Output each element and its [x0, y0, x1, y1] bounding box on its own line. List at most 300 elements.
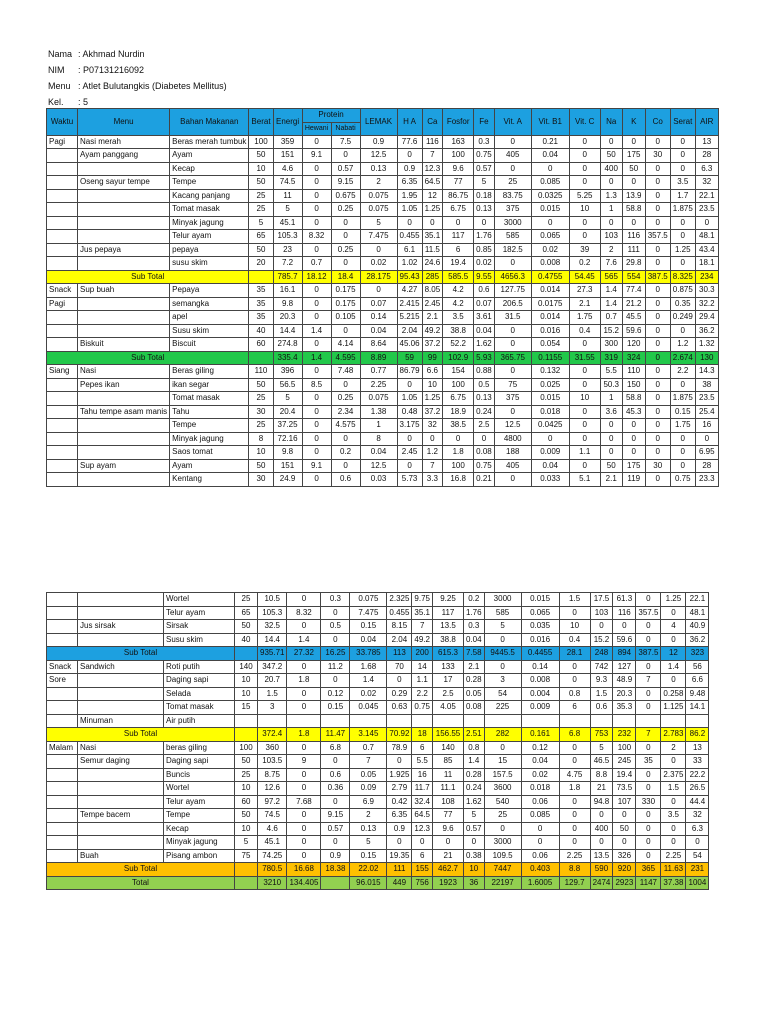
cell-value: 35.3 — [613, 701, 636, 715]
cell-value: 2.25 — [360, 378, 397, 392]
cell-value: 0 — [645, 419, 670, 433]
subtotal-value: 8.325 — [670, 270, 695, 284]
cell-value: 9.6 — [443, 162, 474, 176]
cell-value: 21 — [433, 849, 464, 863]
cell-value: 50 — [249, 243, 273, 257]
subtotal-value: 200 — [412, 647, 433, 661]
cell-value: 50 — [249, 378, 273, 392]
subtotal-label: Sub Total — [47, 351, 249, 365]
cell-value: 0 — [559, 822, 590, 836]
table-row — [47, 419, 719, 433]
cell-value: 45.3 — [622, 405, 645, 419]
cell-waktu — [47, 782, 78, 796]
cell-value: 0 — [636, 687, 661, 701]
cell-value: 0.02 — [531, 243, 569, 257]
cell-value: 0 — [686, 836, 709, 850]
cell-value: 5.215 — [397, 311, 422, 325]
cell-value: 110 — [249, 365, 273, 379]
cell-value: 5 — [350, 836, 387, 850]
cell-value: 56.5 — [273, 378, 302, 392]
col-energi: Energi — [273, 109, 302, 136]
cell-value: 0 — [600, 176, 622, 190]
cell-value: 77.6 — [397, 135, 422, 149]
cell-value: 0.75 — [474, 459, 495, 473]
cell-value: 0.0175 — [531, 297, 569, 311]
subtotal-value: 387.5 — [636, 647, 661, 661]
cell-value: 0 — [661, 606, 686, 620]
cell-value: 5.25 — [569, 189, 600, 203]
cell-menu: Tahu tempe asam manis — [78, 405, 170, 419]
cell-value: 109.5 — [484, 849, 521, 863]
cell-value: 7.475 — [350, 606, 387, 620]
cell-value: 23.5 — [695, 203, 718, 217]
cell-waktu — [47, 473, 78, 487]
table-row — [47, 189, 719, 203]
cell-menu — [78, 203, 170, 217]
cell-value: 0.42 — [387, 795, 412, 809]
subtotal-label: Sub Total — [47, 647, 235, 661]
cell-value: 1.2 — [422, 446, 443, 460]
cell-value: 0 — [302, 297, 331, 311]
cell-value: 0 — [559, 755, 590, 769]
table-row — [47, 365, 719, 379]
cell-value: 10 — [559, 620, 590, 634]
cell-menu: Buah — [78, 849, 164, 863]
cell-value: 10 — [235, 782, 258, 796]
cell-value: 245 — [613, 755, 636, 769]
cell-value: 5 — [464, 809, 485, 823]
cell-menu — [78, 674, 164, 688]
cell-value: 0.77 — [360, 365, 397, 379]
cell-menu — [78, 782, 164, 796]
subtotal-value: 18 — [412, 728, 433, 742]
cell-value: 1.05 — [397, 392, 422, 406]
cell-value: 0.008 — [521, 674, 559, 688]
cell-value: 5 — [360, 216, 397, 230]
cell-value: 5 — [235, 836, 258, 850]
subtotal-value: 37.38 — [661, 876, 686, 890]
cell-value: 0.5 — [321, 620, 350, 634]
cell-menu — [78, 633, 164, 647]
table-row — [47, 687, 709, 701]
cell-value: 0 — [569, 378, 600, 392]
cell-bahan: Tomat masak — [170, 203, 249, 217]
cell-waktu — [47, 243, 78, 257]
cell-bahan: Daging sapi — [164, 755, 235, 769]
cell-value: 18.9 — [443, 405, 474, 419]
cell-value: 0 — [670, 162, 695, 176]
subtotal-value: 1.6005 — [521, 876, 559, 890]
subtotal-value: 585.5 — [443, 270, 474, 284]
cell-value: 22.1 — [695, 189, 718, 203]
subtotal-value: 365.75 — [494, 351, 531, 365]
subtotal-value: 3210 — [258, 876, 287, 890]
subtotal-value: 11.47 — [321, 728, 350, 742]
cell-value: 49.2 — [422, 324, 443, 338]
subtotal-value: 365 — [636, 863, 661, 877]
cell-value: 9.8 — [273, 297, 302, 311]
cell-value: 188 — [494, 446, 531, 460]
cell-value: 0.04 — [360, 446, 397, 460]
cell-value: 1.4 — [600, 297, 622, 311]
cell-value: 0.0325 — [531, 189, 569, 203]
cell-value: 1.875 — [670, 392, 695, 406]
cell-value: 4.14 — [331, 338, 360, 352]
subtotal-value: 449 — [387, 876, 412, 890]
cell-value: 1.25 — [422, 392, 443, 406]
cell-value: 0 — [636, 822, 661, 836]
cell-value: 0 — [494, 257, 531, 271]
cell-value: 0.05 — [464, 687, 485, 701]
cell-value: 225 — [484, 701, 521, 715]
cell-value: 6 — [412, 741, 433, 755]
cell-value: 0.085 — [521, 809, 559, 823]
col-ca: Ca — [422, 109, 443, 136]
subtotal-value: 2474 — [590, 876, 613, 890]
cell-value: 0 — [695, 216, 718, 230]
subtotal-value: 319 — [600, 351, 622, 365]
cell-bahan: Biscuit — [170, 338, 249, 352]
cell-menu — [78, 687, 164, 701]
cell-value: 0.015 — [531, 203, 569, 217]
cell-value — [636, 714, 661, 728]
cell-menu — [78, 162, 170, 176]
cell-value: 2.5 — [433, 687, 464, 701]
subtotal-value: 11.63 — [661, 863, 686, 877]
cell-value: 0 — [484, 822, 521, 836]
cell-value: 10 — [249, 446, 273, 460]
subtotal-value: 615.3 — [433, 647, 464, 661]
cell-bahan: Saos tomat — [170, 446, 249, 460]
cell-value: 3600 — [484, 782, 521, 796]
cell-value: 2.25 — [661, 849, 686, 863]
cell-value: 0.02 — [360, 257, 397, 271]
cell-value: 0.12 — [521, 741, 559, 755]
cell-waktu: Pagi — [47, 297, 78, 311]
cell-value: 0.57 — [474, 162, 495, 176]
cell-value: 0.04 — [350, 633, 387, 647]
subtotal-value: 3.145 — [350, 728, 387, 742]
cell-value: 32.5 — [258, 620, 287, 634]
cell-value: 0 — [521, 822, 559, 836]
cell-value: 0.075 — [360, 189, 397, 203]
subtotal-value: 935.71 — [258, 647, 287, 661]
cell-value: 32 — [695, 176, 718, 190]
cell-value: 0 — [331, 324, 360, 338]
cell-waktu — [47, 849, 78, 863]
cell-value: 16 — [412, 768, 433, 782]
cell-bahan: Pepaya — [170, 284, 249, 298]
cell-value: 2.34 — [331, 405, 360, 419]
cell-value: 25.4 — [695, 405, 718, 419]
subtotal-value: 4.595 — [331, 351, 360, 365]
subtotal-value: 16.25 — [321, 647, 350, 661]
cell-value: 0.5 — [474, 378, 495, 392]
cell-value: 35 — [636, 755, 661, 769]
cell-value — [661, 714, 686, 728]
cell-value: 25 — [235, 593, 258, 607]
cell-menu: Jus pepaya — [78, 243, 170, 257]
cell-value: 6.9 — [350, 795, 387, 809]
subtotal-row — [47, 351, 719, 365]
cell-value: 0 — [302, 405, 331, 419]
cell-value: 12.5 — [494, 419, 531, 433]
cell-value: 0.455 — [397, 230, 422, 244]
cell-value: 25 — [249, 392, 273, 406]
cell-value: 0 — [670, 135, 695, 149]
cell-value: 0 — [412, 836, 433, 850]
cell-value: 77 — [433, 809, 464, 823]
cell-value: 61.3 — [613, 593, 636, 607]
cell-value: 0 — [559, 741, 590, 755]
cell-value: 5 — [484, 620, 521, 634]
cell-value: 77.4 — [622, 284, 645, 298]
cell-value: 0 — [569, 338, 600, 352]
cell-value: 405 — [494, 459, 531, 473]
cell-menu — [78, 392, 170, 406]
subtotal-row — [47, 647, 709, 661]
subtotal-value: 6.8 — [559, 728, 590, 742]
cell-value: 3000 — [484, 836, 521, 850]
cell-value: 326 — [613, 849, 636, 863]
cell-value: 0.75 — [412, 701, 433, 715]
cell-value: 0 — [645, 365, 670, 379]
cell-value: 100 — [443, 459, 474, 473]
subtotal-value: 18.38 — [321, 863, 350, 877]
cell-value: 0 — [287, 687, 321, 701]
subtotal-value: 1.4 — [302, 351, 331, 365]
cell-bahan: Daging sapi — [164, 674, 235, 688]
cell-value: 105.3 — [273, 230, 302, 244]
cell-value: 157.5 — [484, 768, 521, 782]
cell-value: 59.6 — [622, 324, 645, 338]
cell-value: 2 — [661, 741, 686, 755]
cell-value: 0 — [636, 741, 661, 755]
student-info — [48, 46, 227, 110]
cell-value: 33 — [686, 755, 709, 769]
cell-value: 0.014 — [531, 311, 569, 325]
cell-value: 0 — [287, 782, 321, 796]
cell-value: 45.1 — [273, 216, 302, 230]
cell-value: 35 — [249, 297, 273, 311]
cell-value: 0 — [670, 230, 695, 244]
cell-value: 1.4 — [302, 324, 331, 338]
cell-value: 0 — [569, 149, 600, 163]
cell-waktu: Snack — [47, 284, 78, 298]
cell-value: 0 — [645, 243, 670, 257]
subtotal-value: 7447 — [484, 863, 521, 877]
cell-value: 0 — [645, 378, 670, 392]
col-k: K — [622, 109, 645, 136]
table-row — [47, 284, 719, 298]
cell-value: 0 — [645, 338, 670, 352]
cell-value: 1.5 — [590, 687, 613, 701]
cell-value: 151 — [273, 459, 302, 473]
cell-value: 6.1 — [397, 243, 422, 257]
cell-value: 0.04 — [531, 149, 569, 163]
cell-waktu — [47, 230, 78, 244]
cell-value: 116 — [613, 606, 636, 620]
cell-value: 97.2 — [258, 795, 287, 809]
cell-value: 15.2 — [590, 633, 613, 647]
subtotal-label: Sub Total — [47, 728, 235, 742]
cell-value: 405 — [494, 149, 531, 163]
cell-value: 0.6 — [474, 284, 495, 298]
cell-value: 0 — [302, 284, 331, 298]
cell-menu — [78, 836, 164, 850]
cell-value: 78.9 — [387, 741, 412, 755]
cell-value: 6.35 — [397, 176, 422, 190]
cell-value: 0 — [484, 660, 521, 674]
cell-value: 0 — [590, 620, 613, 634]
cell-value: 0.7 — [350, 741, 387, 755]
cell-value: 0.8 — [559, 687, 590, 701]
cell-value: 0 — [636, 593, 661, 607]
subtotal-value: 16.68 — [287, 863, 321, 877]
cell-value: 0.9 — [321, 849, 350, 863]
cell-value: 274.8 — [273, 338, 302, 352]
subtotal-value — [235, 876, 258, 890]
cell-value: 0 — [494, 324, 531, 338]
cell-value: 4.27 — [397, 284, 422, 298]
cell-value: 0 — [622, 432, 645, 446]
cell-value — [559, 714, 590, 728]
cell-value: 0.05 — [350, 768, 387, 782]
cell-value: 60 — [249, 338, 273, 352]
col-hewani: Hewani — [302, 122, 331, 135]
cell-value: 10 — [249, 162, 273, 176]
cell-value: 0 — [569, 216, 600, 230]
cell-value: 9.8 — [273, 446, 302, 460]
cell-value: 0.14 — [360, 311, 397, 325]
cell-value: 38.8 — [443, 324, 474, 338]
cell-value: 0.15 — [350, 620, 387, 634]
cell-value: 6.95 — [695, 446, 718, 460]
cell-value: 2.325 — [387, 593, 412, 607]
cell-value: 26.5 — [686, 782, 709, 796]
cell-value: 12 — [422, 189, 443, 203]
cell-value: 9.25 — [433, 593, 464, 607]
cell-value: 0.13 — [350, 822, 387, 836]
subtotal-value: 2.51 — [464, 728, 485, 742]
subtotal-value: 130 — [695, 351, 718, 365]
cell-value: 2.2 — [412, 687, 433, 701]
cell-value: 12.3 — [422, 162, 443, 176]
cell-bahan: Beras merah tumbuk — [170, 135, 249, 149]
cell-value: 0 — [569, 419, 600, 433]
cell-value: 0.675 — [331, 189, 360, 203]
info-label: Kel. — [48, 97, 64, 107]
cell-value: 0 — [645, 405, 670, 419]
cell-menu: Pepes ikan — [78, 378, 170, 392]
cell-value: 74.25 — [258, 849, 287, 863]
cell-value — [686, 714, 709, 728]
table-row — [47, 633, 709, 647]
cell-value: 14.1 — [686, 701, 709, 715]
cell-value: 0 — [331, 230, 360, 244]
cell-value: 0 — [302, 473, 331, 487]
cell-value: 0.9 — [387, 822, 412, 836]
cell-value: 3.61 — [474, 311, 495, 325]
cell-value: 0 — [622, 216, 645, 230]
cell-value: 0.88 — [474, 365, 495, 379]
col-vita: Vit. A — [494, 109, 531, 136]
cell-value: 0.07 — [360, 297, 397, 311]
subtotal-value: 565 — [600, 270, 622, 284]
cell-value: 0 — [360, 243, 397, 257]
cell-bahan: Susu skim — [164, 633, 235, 647]
cell-value: 0 — [670, 149, 695, 163]
cell-menu — [78, 701, 164, 715]
subtotal-value: 10 — [464, 863, 485, 877]
cell-waktu — [47, 378, 78, 392]
cell-waktu — [47, 176, 78, 190]
cell-value: 13 — [686, 741, 709, 755]
subtotal-value: 1004 — [686, 876, 709, 890]
cell-value: 0.258 — [661, 687, 686, 701]
cell-value: 117 — [433, 606, 464, 620]
cell-value: 9.6 — [433, 822, 464, 836]
subtotal-value: 59 — [397, 351, 422, 365]
cell-value: 1.1 — [412, 674, 433, 688]
cell-value: 1.25 — [661, 593, 686, 607]
cell-waktu — [47, 687, 78, 701]
cell-value: 133 — [433, 660, 464, 674]
cell-value: 0.054 — [531, 338, 569, 352]
table-row — [47, 741, 709, 755]
cell-value: 0 — [645, 446, 670, 460]
cell-value: 1.875 — [670, 203, 695, 217]
cell-value: 0 — [484, 633, 521, 647]
cell-value: 0 — [613, 836, 636, 850]
cell-value: 0 — [600, 432, 622, 446]
cell-value: 32 — [686, 809, 709, 823]
cell-value: 38.8 — [433, 633, 464, 647]
cell-value: 0.57 — [331, 162, 360, 176]
cell-value: 0 — [302, 203, 331, 217]
cell-value: 0 — [661, 755, 686, 769]
subtotal-value: 27.32 — [287, 647, 321, 661]
cell-value: 0.033 — [531, 473, 569, 487]
cell-value: 20 — [249, 257, 273, 271]
cell-waktu — [47, 162, 78, 176]
cell-bahan: pepaya — [170, 243, 249, 257]
cell-value: 100 — [235, 741, 258, 755]
cell-value: 9.75 — [412, 593, 433, 607]
cell-value: 35 — [249, 284, 273, 298]
cell-value: 36.2 — [695, 324, 718, 338]
cell-value: 1.62 — [474, 338, 495, 352]
cell-waktu — [47, 311, 78, 325]
subtotal-value — [249, 351, 273, 365]
cell-value: 100 — [443, 149, 474, 163]
cell-value: 4.05 — [433, 701, 464, 715]
cell-value: 0 — [569, 459, 600, 473]
cell-bahan: Tomat masak — [170, 392, 249, 406]
cell-value: 12.5 — [360, 459, 397, 473]
cell-value — [433, 714, 464, 728]
cell-value: 0 — [661, 795, 686, 809]
cell-menu — [78, 593, 164, 607]
cell-bahan: beras giling — [164, 741, 235, 755]
cell-value: 45.06 — [397, 338, 422, 352]
cell-value: 0.4 — [569, 324, 600, 338]
cell-menu — [78, 324, 170, 338]
cell-value: 0.57 — [464, 822, 485, 836]
cell-value: 0 — [494, 135, 531, 149]
cell-value: 0 — [321, 674, 350, 688]
cell-value: 25 — [249, 189, 273, 203]
